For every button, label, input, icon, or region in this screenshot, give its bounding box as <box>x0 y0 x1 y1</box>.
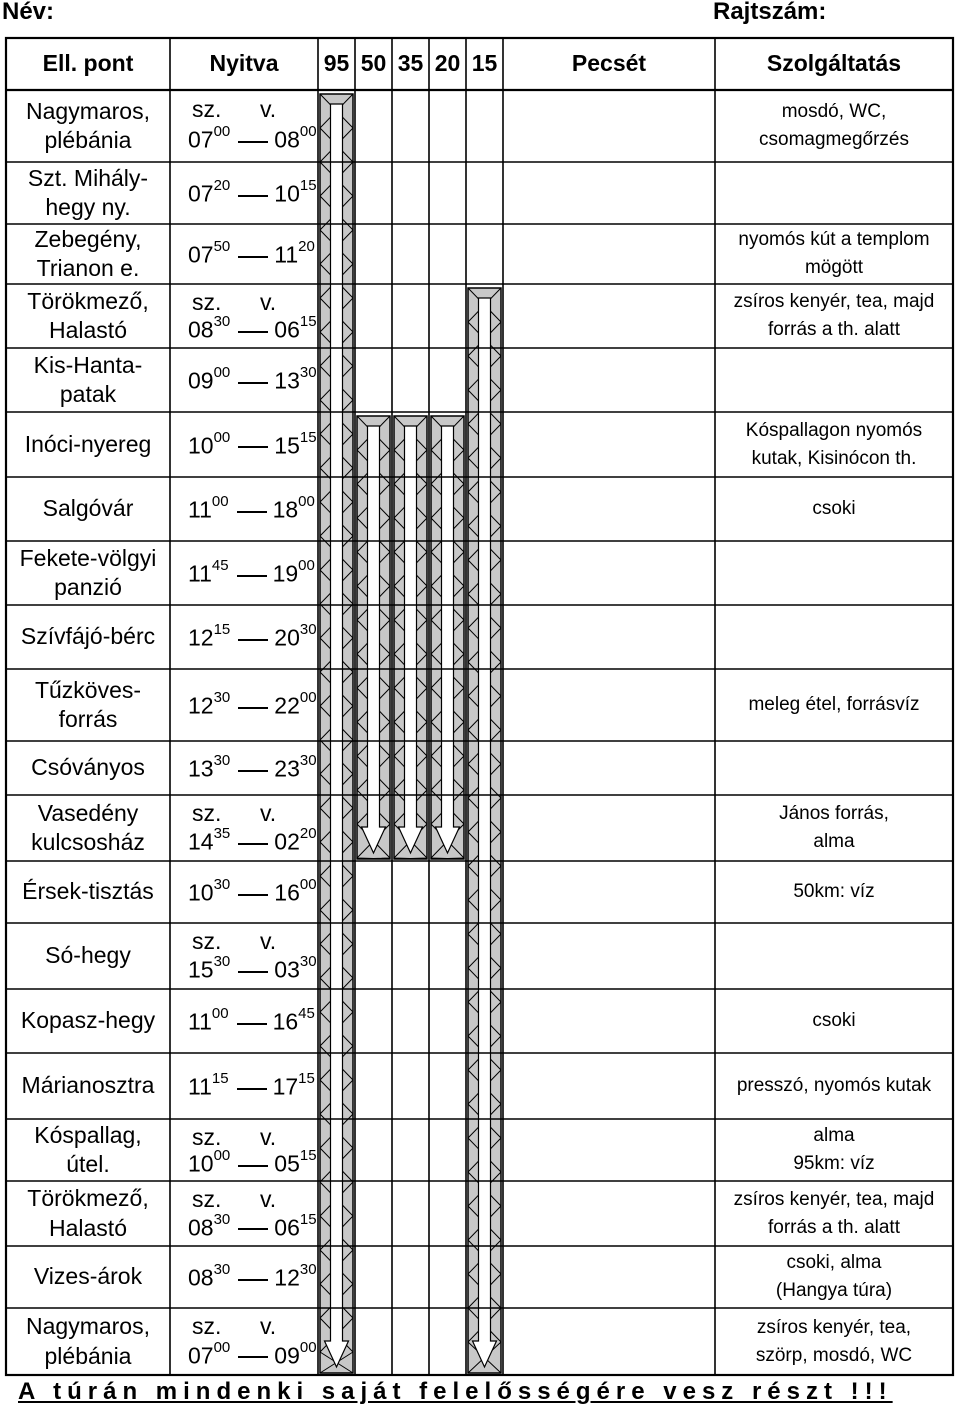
open-from-minute: 30 <box>213 313 231 331</box>
open-to-minute: 15 <box>299 1210 317 1228</box>
open-from-minute: 00 <box>211 493 229 510</box>
header-distance-15: 15 <box>471 50 498 77</box>
open-from-minute: 50 <box>213 238 231 255</box>
open-from-minute: 00 <box>213 1147 231 1165</box>
header-distance-20: 20 <box>434 50 461 77</box>
open-from-minute: 00 <box>213 123 231 141</box>
open-to-minute: 15 <box>299 177 317 194</box>
header-stamp: Pecsét <box>571 50 647 77</box>
day-sun: v. <box>260 928 277 955</box>
header-checkpoint: Ell. pont <box>42 50 134 77</box>
opening-hours <box>188 1338 317 1369</box>
time-dash <box>238 843 268 845</box>
open-to-minute: 00 <box>299 689 317 706</box>
service-text <box>715 923 953 989</box>
open-to-minute: 20 <box>298 238 315 255</box>
open-to-hour: 23 <box>274 755 300 782</box>
checkpoint-name: Kopasz-hegy <box>20 1007 156 1034</box>
open-from-hour: 11 <box>188 496 212 523</box>
open-to-minute: 30 <box>299 364 317 381</box>
open-to-hour: 09 <box>274 1342 300 1369</box>
service-text <box>715 348 953 412</box>
header-distance-95: 95 <box>323 50 350 77</box>
open-to-hour: 10 <box>274 180 300 207</box>
open-to-minute: 15 <box>298 1070 315 1087</box>
service-text: csoki, alma (Hangya túra) <box>775 1252 893 1301</box>
open-to-hour: 02 <box>274 828 300 855</box>
checkpoint-name: Vasedény kulcsosház <box>31 799 145 855</box>
open-to-hour: 15 <box>274 432 300 459</box>
open-to-minute: 00 <box>298 493 315 510</box>
checkpoint-name: Törökmező, Halastó <box>27 287 149 343</box>
checkpoint-name: Kis-Hanta- patak <box>33 351 143 407</box>
open-from-minute: 00 <box>213 1338 231 1356</box>
service-text: zsíros kenyér, tea, szörp, mosdó, WC <box>755 1316 913 1366</box>
open-from-hour: 12 <box>188 692 214 719</box>
open-from-hour: 11 <box>188 1008 212 1035</box>
service-text: nyomós kút a templom mögött <box>738 229 930 278</box>
opening-hours <box>188 953 317 983</box>
open-from-hour: 07 <box>188 180 214 207</box>
open-to-minute: 00 <box>299 123 317 141</box>
open-from-minute: 15 <box>213 621 231 638</box>
checkpoint-name: Vizes-árok <box>33 1263 143 1290</box>
opening-hours <box>188 1005 315 1035</box>
service-text: csoki <box>812 498 856 520</box>
open-to-minute: 15 <box>299 428 317 446</box>
day-sun: v. <box>260 800 277 827</box>
service-text <box>715 541 953 605</box>
open-from-hour: 07 <box>188 241 214 268</box>
opening-hours <box>188 1261 317 1291</box>
time-dash <box>238 446 268 448</box>
route-band-20 <box>431 416 464 859</box>
open-to-hour: 18 <box>272 496 299 523</box>
day-sat: sz. <box>192 95 222 122</box>
checkpoint-name: Zebegény, Trianon e. <box>34 225 142 281</box>
open-from-minute: 30 <box>213 689 231 706</box>
day-sat: sz. <box>192 1123 222 1150</box>
open-to-minute: 30 <box>299 752 317 769</box>
checkpoint-name: Fekete-völgyi panzió <box>19 544 157 600</box>
opening-hours <box>188 557 315 587</box>
service-text: zsíros kenyér, tea, majd forrás a th. alatt <box>733 1188 935 1238</box>
time-dash <box>238 331 268 333</box>
opening-hours <box>188 428 317 459</box>
service-text <box>715 741 953 795</box>
open-from-minute: 00 <box>211 1005 229 1022</box>
open-from-minute: 30 <box>213 1210 231 1228</box>
open-from-hour: 07 <box>188 1342 214 1369</box>
time-dash <box>238 1228 268 1230</box>
open-to-hour: 16 <box>272 1008 299 1035</box>
opening-hours <box>188 825 317 855</box>
open-from-hour: 10 <box>188 432 214 459</box>
open-from-minute: 30 <box>213 953 231 971</box>
day-sat: sz. <box>192 1313 222 1340</box>
service-text: 50km: víz <box>793 881 875 903</box>
open-from-minute: 35 <box>213 825 231 843</box>
day-sun: v. <box>260 289 277 316</box>
opening-hours <box>188 313 317 343</box>
time-dash <box>238 1279 268 1281</box>
checkpoint-name: Só-hegy <box>45 942 131 969</box>
open-from-hour: 08 <box>188 1264 214 1291</box>
open-from-hour: 08 <box>188 1214 214 1241</box>
open-to-hour: 22 <box>274 692 300 719</box>
open-to-hour: 17 <box>272 1073 299 1100</box>
time-dash <box>238 971 268 973</box>
service-text: zsíros kenyér, tea, majd forrás a th. alatt <box>733 291 935 340</box>
service-text: meleg étel, forrásvíz <box>748 694 920 716</box>
opening-hours <box>188 364 317 394</box>
service-text: János forrás, alma <box>779 803 889 852</box>
open-from-minute: 30 <box>213 1261 231 1278</box>
time-dash <box>238 894 268 896</box>
start-number-label: Rajtszám: <box>713 0 827 25</box>
checkpoint-name: Törökmező, Halastó <box>27 1185 149 1241</box>
open-to-minute: 15 <box>299 313 317 331</box>
open-from-minute: 15 <box>211 1070 229 1087</box>
time-dash <box>238 639 268 641</box>
service-text: csoki <box>812 1010 856 1032</box>
service-text: alma 95km: víz <box>793 1125 875 1174</box>
checkpoint-name: Szívfájó-bérc <box>20 623 156 650</box>
open-to-hour: 11 <box>274 241 299 268</box>
open-to-hour: 20 <box>274 624 300 651</box>
open-from-minute: 30 <box>213 876 231 893</box>
opening-hours <box>188 621 317 651</box>
checkpoint-name: Inóci-nyereg <box>24 430 152 457</box>
header-open: Nyitva <box>209 50 279 77</box>
checkpoint-name: Tűzköves- forrás <box>34 676 142 732</box>
open-from-minute: 00 <box>213 364 231 381</box>
time-dash <box>238 1356 268 1358</box>
time-dash <box>237 1023 267 1025</box>
opening-hours <box>188 177 317 207</box>
service-text: mosdó, WC, csomagmegőrzés <box>759 101 909 150</box>
opening-hours <box>188 689 317 719</box>
service-text <box>715 605 953 669</box>
opening-hours <box>188 752 317 782</box>
open-from-hour: 15 <box>188 956 214 983</box>
open-from-hour: 13 <box>188 755 214 782</box>
open-to-hour: 06 <box>274 1214 300 1241</box>
open-from-hour: 11 <box>188 1073 212 1100</box>
open-from-hour: 14 <box>188 828 214 855</box>
day-sun: v. <box>260 1313 277 1340</box>
open-to-hour: 19 <box>272 560 299 587</box>
open-from-hour: 12 <box>188 624 214 651</box>
open-to-minute: 30 <box>299 1261 317 1278</box>
opening-hours <box>188 493 315 523</box>
open-to-hour: 06 <box>274 316 300 343</box>
time-dash <box>238 382 268 384</box>
open-from-hour: 10 <box>188 879 214 906</box>
route-band-35 <box>394 416 427 859</box>
open-to-minute: 00 <box>299 1338 317 1356</box>
name-label: Név: <box>2 0 55 25</box>
open-to-hour: 05 <box>274 1150 300 1177</box>
service-text: Kóspallagon nyomós kutak, Kisinócon th. <box>745 419 923 469</box>
open-to-minute: 30 <box>299 953 317 971</box>
day-sun: v. <box>260 95 277 122</box>
time-dash <box>238 770 268 772</box>
checkpoint-name: Nagymaros, plébánia <box>26 97 150 153</box>
opening-hours <box>188 123 317 154</box>
open-from-hour: 11 <box>188 560 212 587</box>
header-distance-50: 50 <box>360 50 387 77</box>
open-to-minute: 20 <box>299 825 317 843</box>
checkpoint-name: Érsek-tisztás <box>22 878 154 905</box>
time-dash <box>238 707 268 709</box>
service-text: presszó, nyomós kutak <box>736 1075 932 1097</box>
opening-hours <box>188 1147 317 1177</box>
opening-hours <box>188 876 317 906</box>
open-to-minute: 15 <box>299 1147 317 1165</box>
day-sun: v. <box>260 1186 277 1213</box>
open-from-minute: 00 <box>213 428 231 446</box>
time-dash <box>237 511 267 513</box>
open-from-hour: 09 <box>188 367 214 394</box>
day-sat: sz. <box>192 928 222 955</box>
open-from-minute: 45 <box>211 557 229 574</box>
open-from-minute: 30 <box>213 752 231 769</box>
disclaimer: A túrán mindenki saját felelősségére vesz részt !!! <box>18 1378 893 1405</box>
open-to-minute: 00 <box>299 876 317 893</box>
route-band-50 <box>357 416 390 859</box>
day-sat: sz. <box>192 289 222 316</box>
time-dash <box>238 195 268 197</box>
time-dash <box>238 256 268 258</box>
opening-hours <box>188 1070 315 1100</box>
open-to-minute: 00 <box>298 557 315 574</box>
open-to-hour: 13 <box>274 367 300 394</box>
open-from-minute: 20 <box>213 177 231 194</box>
open-to-hour: 08 <box>274 127 300 154</box>
open-from-hour: 08 <box>188 316 214 343</box>
open-from-hour: 07 <box>188 127 214 154</box>
open-from-hour: 10 <box>188 1150 214 1177</box>
open-to-minute: 30 <box>299 621 317 638</box>
checkpoint-name: Nagymaros, plébánia <box>26 1313 150 1369</box>
opening-hours <box>188 1210 317 1241</box>
open-to-hour: 12 <box>274 1264 300 1291</box>
time-dash <box>238 141 268 143</box>
day-sat: sz. <box>192 800 222 827</box>
time-dash <box>237 575 267 577</box>
day-sun: v. <box>260 1123 277 1150</box>
checkpoint-name: Kóspallag, útel. <box>34 1121 142 1177</box>
opening-hours <box>188 238 315 268</box>
day-sat: sz. <box>192 1186 222 1213</box>
service-text <box>715 162 953 224</box>
route-band-15 <box>468 288 501 1373</box>
time-dash <box>238 1165 268 1167</box>
checkpoint-name: Szt. Mihály- hegy ny. <box>27 164 149 220</box>
time-dash <box>237 1088 267 1090</box>
checkpoint-name: Csóványos <box>31 754 145 781</box>
header-distance-35: 35 <box>397 50 424 77</box>
header-service: Szolgáltatás <box>766 50 902 77</box>
open-to-hour: 16 <box>274 879 300 906</box>
checkpoint-name: Márianosztra <box>21 1072 155 1099</box>
checkpoint-name: Salgóvár <box>42 495 134 522</box>
open-to-hour: 03 <box>274 956 300 983</box>
open-to-minute: 45 <box>298 1005 315 1022</box>
